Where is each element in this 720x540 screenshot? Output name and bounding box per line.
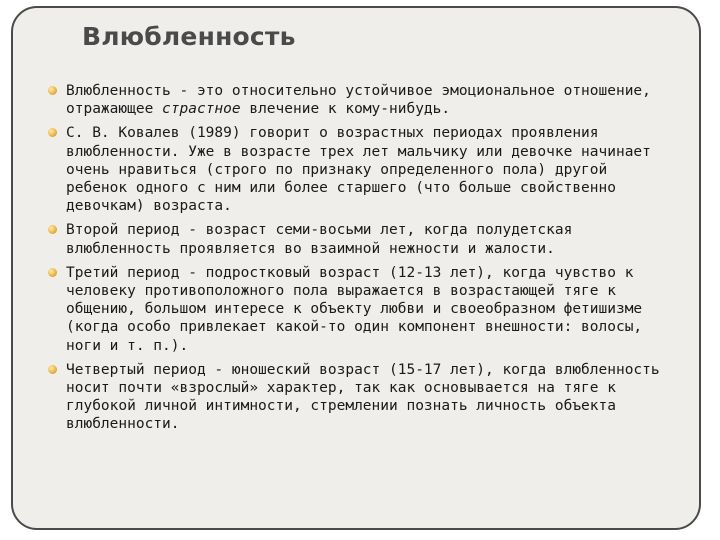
bullet-dot-icon	[48, 128, 57, 137]
bullet-text-part: влечение к кому-нибудь.	[240, 101, 451, 118]
bullet-text: Четвертый период - юношеский возраст (15-17 лет), когда влюбленность носит почти «взрослый» характер, так как основывается на тяге к глубокой личной интимности, стремлении познать личность объекта влюбленности.	[66, 361, 660, 433]
slide-title: Влюбленность	[82, 22, 296, 51]
bullet-text: С. В. Ковалев (1989) говорит о возрастных периодах проявления влюбленности. Уже в возрасте трех лет мальчику или девочке начинает очень нравиться (строго по признаку определенного пола) другой ребенок одного с ним или более старшего (что больше свойственно девочкам) возраста.	[66, 125, 651, 215]
bullet-text: Третий период - подростковый возраст (12-13 лет), когда чувство к человеку противоположного пола выражается в возрастающей тяге к общению, большом интересе к объекту любви и своеобразном фетишизме (когда особо привлекает какой-то один компонент внешности: волосы, ноги и т. п.).	[66, 264, 643, 354]
bullet-dot-icon	[48, 365, 57, 374]
bullet-emphasis: страстное	[162, 101, 241, 118]
bullet-list	[46, 82, 676, 440]
bullet-item-definition	[46, 82, 676, 118]
bullet-item-third-period	[46, 264, 676, 355]
bullet-dot-icon	[48, 86, 57, 95]
bullet-text-part: Влюбленность - это относительно устойчивое эмоциональное отношение, отражающее	[66, 83, 651, 118]
bullet-item-fourth-period	[46, 361, 676, 434]
bullet-item-second-period	[46, 221, 676, 257]
bullet-dot-icon	[48, 268, 57, 277]
bullet-dot-icon	[48, 225, 57, 234]
bullet-text: Второй период - возраст семи-восьми лет, когда полудетская влюбленность проявляется во взаимной нежности и жалости.	[66, 222, 573, 257]
bullet-item-kovalev	[46, 124, 676, 215]
